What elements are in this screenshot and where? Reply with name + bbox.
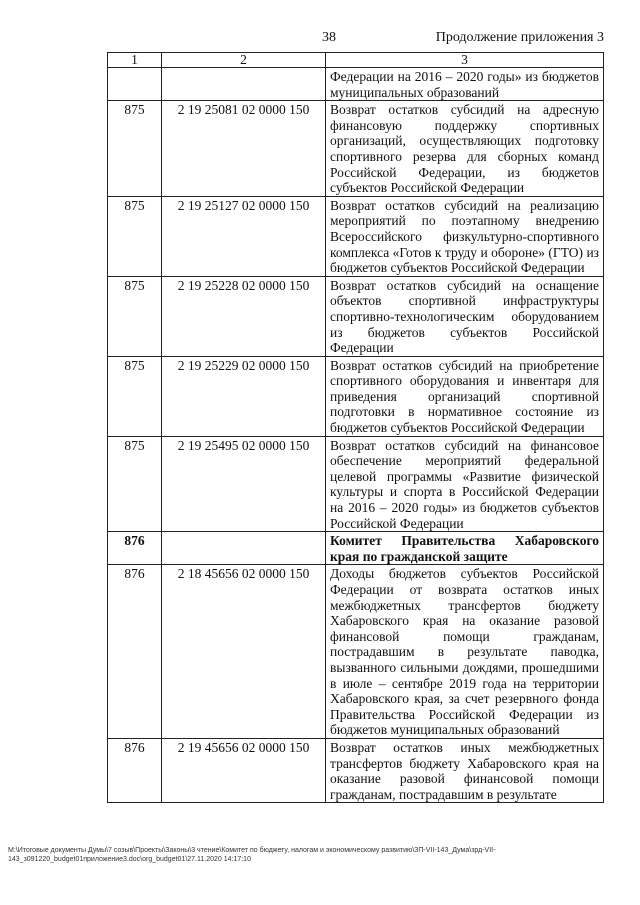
page-number: 38 xyxy=(322,30,336,45)
table-row xyxy=(108,436,604,532)
budget-code-cell: 2 19 45656 02 0000 150 xyxy=(162,738,326,802)
budget-code-cell: 2 19 25081 02 0000 150 xyxy=(162,101,326,197)
description-cell: Возврат остатков субсидий на адресную финансовую поддержку спортивных организаций, осуществляющих подготовку спортивного резерва для сборных команд Российской Федерации, из бюджетов субъектов Российской Федерации xyxy=(326,101,604,197)
table-row xyxy=(108,68,604,101)
table-header-row xyxy=(108,53,604,68)
admin-code-cell: 875 xyxy=(108,276,162,356)
budget-codes-table xyxy=(107,52,604,803)
table-row xyxy=(108,532,604,565)
description-cell: Возврат остатков субсидий на реализацию мероприятий по поэтапному внедрению Всероссийского физкультурно-спортивного комплекса «Готов к труду и обороне» (ГТО) из бюджетов субъектов Российской Федерации xyxy=(326,196,604,276)
description-cell: Возврат остатков субсидий на оснащение объектов спортивной инфраструктуры спортивно-технологическим оборудованием из бюджетов субъектов Российской Федерации xyxy=(326,276,604,356)
continuation-title: Продолжение приложения 3 xyxy=(435,30,604,45)
column-header: 3 xyxy=(326,53,604,68)
budget-code-cell: 2 19 25228 02 0000 150 xyxy=(162,276,326,356)
admin-code-cell: 875 xyxy=(108,101,162,197)
description-cell: Возврат остатков субсидий на приобретение спортивного оборудования и инвентаря для приведения организаций спортивной подготовки в нормативное состояние из бюджетов субъектов Российской Федерации xyxy=(326,356,604,436)
budget-code-cell: 2 19 25229 02 0000 150 xyxy=(162,356,326,436)
description-cell: Возврат остатков иных межбюджетных трансфертов бюджету Хабаровского края на оказание разовой финансовой помощи гражданам, пострадавшим в результате xyxy=(326,738,604,802)
admin-code-cell: 875 xyxy=(108,356,162,436)
document-path-footer: M:\Итоговые документы Думы\7 созыв\Проекты\Законы\3 чтение\Комитет по бюджету, налогам и экономическому развитию\ЗП-VII-143_Дума\зрд-VII-143_з091220_budget01приложение3.doc\org_budget01\27.11.2020 14:17:10 xyxy=(8,847,496,863)
budget-code-cell xyxy=(162,532,326,565)
column-header: 1 xyxy=(108,53,162,68)
budget-code-cell: 2 18 45656 02 0000 150 xyxy=(162,565,326,739)
table-row xyxy=(108,276,604,356)
table-body xyxy=(108,68,604,803)
budget-code-cell xyxy=(162,68,326,101)
table-row xyxy=(108,196,604,276)
description-cell: Федерации на 2016 – 2020 годы» из бюджетов муниципальных образований xyxy=(326,68,604,101)
admin-code-cell: 875 xyxy=(108,196,162,276)
description-cell: Возврат остатков субсидий на финансовое обеспечение мероприятий федеральной целевой программы «Развитие физической культуры и спорта в Российской Федерации на 2016 – 2020 годы» из бюджетов субъектов Российской Федерации xyxy=(326,436,604,532)
column-header: 2 xyxy=(162,53,326,68)
table-row xyxy=(108,738,604,802)
table-row xyxy=(108,565,604,739)
description-cell: Доходы бюджетов субъектов Российской Федерации от возврата остатков иных межбюджетных трансфертов бюджету Хабаровского края на оказание разовой финансовой помощи гражданам, пострадавшим в результате паводка, вызванного сильными дождями, прошедшими в июле – сентябре 2019 года на территории Хабаровского края, за счет резервного фонда Правительства Российской Федерации из бюджетов муниципальных образований xyxy=(326,565,604,739)
admin-code-cell xyxy=(108,68,162,101)
admin-code-cell: 876 xyxy=(108,565,162,739)
admin-code-cell: 876 xyxy=(108,738,162,802)
admin-code-cell: 876 xyxy=(108,532,162,565)
admin-code-cell: 875 xyxy=(108,436,162,532)
description-cell: Комитет Правительства Хабаровского края по гражданской защите xyxy=(326,532,604,565)
table-row xyxy=(108,356,604,436)
budget-code-cell: 2 19 25495 02 0000 150 xyxy=(162,436,326,532)
budget-code-cell: 2 19 25127 02 0000 150 xyxy=(162,196,326,276)
table-row xyxy=(108,101,604,197)
